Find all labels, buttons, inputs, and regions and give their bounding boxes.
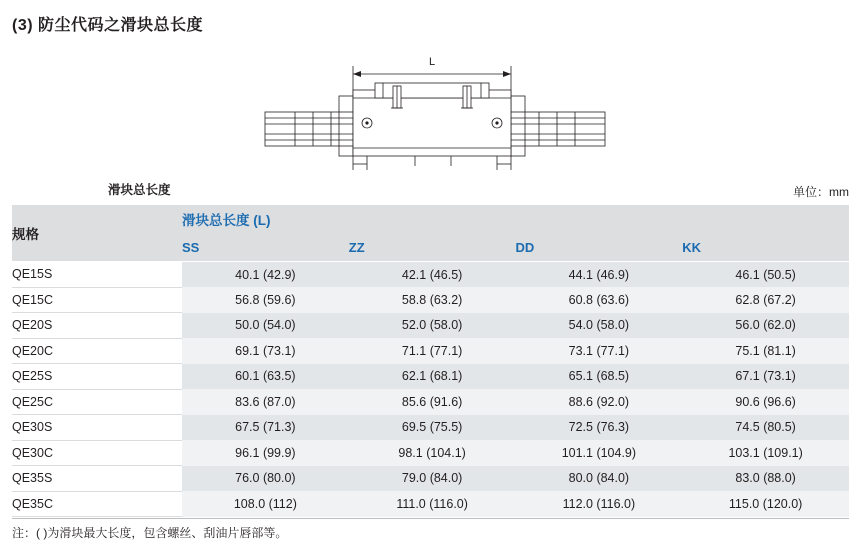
- cell-zz: 111.0 (116.0): [349, 491, 516, 517]
- cell-dd: 60.8 (63.6): [516, 287, 683, 313]
- cell-dd: 73.1 (77.1): [516, 338, 683, 364]
- figure-caption: 滑块总长度: [108, 183, 171, 197]
- cell-kk: 115.0 (120.0): [682, 491, 849, 517]
- block-length-table: [12, 205, 849, 517]
- cell-zz: 98.1 (104.1): [349, 440, 516, 466]
- cell-dd: 65.1 (68.5): [516, 364, 683, 390]
- cell-ss: 40.1 (42.9): [182, 262, 349, 288]
- block-diagram-svg: [255, 38, 615, 178]
- cell-spec: QE35S: [12, 466, 182, 492]
- cell-dd: 88.6 (92.0): [516, 389, 683, 415]
- cell-spec: QE30C: [12, 440, 182, 466]
- table-body: [12, 262, 849, 517]
- cell-spec: QE15S: [12, 262, 182, 288]
- page-title: (3) 防尘代码之滑块总长度: [12, 17, 204, 34]
- cell-ss: 50.0 (54.0): [182, 313, 349, 339]
- cell-kk: 83.0 (88.0): [682, 466, 849, 492]
- table-head: [12, 205, 849, 262]
- technical-drawing: [255, 38, 615, 178]
- header-spec: 规格: [12, 205, 182, 262]
- cell-ss: 69.1 (73.1): [182, 338, 349, 364]
- cell-spec: QE25C: [12, 389, 182, 415]
- footnote-divider: [12, 518, 849, 519]
- cell-spec: QE20S: [12, 313, 182, 339]
- table-row: [12, 338, 849, 364]
- cell-kk: 67.1 (73.1): [682, 364, 849, 390]
- table-row: [12, 262, 849, 288]
- cell-dd: 54.0 (58.0): [516, 313, 683, 339]
- cell-kk: 90.6 (96.6): [682, 389, 849, 415]
- header-dd: DD: [516, 233, 683, 262]
- table-row: [12, 364, 849, 390]
- table-row: [12, 313, 849, 339]
- footnote: 注：( )为滑块最大长度，包含螺丝、刮油片唇部等。: [12, 526, 288, 540]
- header-zz: ZZ: [349, 233, 516, 262]
- cell-zz: 85.6 (91.6): [349, 389, 516, 415]
- cell-kk: 46.1 (50.5): [682, 262, 849, 288]
- cell-ss: 83.6 (87.0): [182, 389, 349, 415]
- cell-ss: 56.8 (59.6): [182, 287, 349, 313]
- cell-kk: 56.0 (62.0): [682, 313, 849, 339]
- cell-zz: 58.8 (63.2): [349, 287, 516, 313]
- cell-dd: 101.1 (104.9): [516, 440, 683, 466]
- header-kk: KK: [682, 233, 849, 262]
- cell-spec: QE30S: [12, 415, 182, 441]
- cell-zz: 71.1 (77.1): [349, 338, 516, 364]
- header-ss: SS: [182, 233, 349, 262]
- cell-spec: QE20C: [12, 338, 182, 364]
- cell-spec: QE15C: [12, 287, 182, 313]
- unit-note: 单位：mm: [793, 185, 849, 199]
- table-row: [12, 389, 849, 415]
- cell-zz: 62.1 (68.1): [349, 364, 516, 390]
- spec-table-container: [12, 205, 849, 517]
- cell-spec: QE35C: [12, 491, 182, 517]
- cell-ss: 67.5 (71.3): [182, 415, 349, 441]
- cell-kk: 103.1 (109.1): [682, 440, 849, 466]
- cell-ss: 60.1 (63.5): [182, 364, 349, 390]
- cell-dd: 112.0 (116.0): [516, 491, 683, 517]
- cell-ss: 108.0 (112): [182, 491, 349, 517]
- table-row: [12, 415, 849, 441]
- table-row: [12, 440, 849, 466]
- dimension-label-L: L: [428, 56, 436, 68]
- cell-zz: 52.0 (58.0): [349, 313, 516, 339]
- cell-zz: 69.5 (75.5): [349, 415, 516, 441]
- cell-dd: 44.1 (46.9): [516, 262, 683, 288]
- cell-zz: 79.0 (84.0): [349, 466, 516, 492]
- table-row: [12, 287, 849, 313]
- cell-dd: 72.5 (76.3): [516, 415, 683, 441]
- cell-kk: 74.5 (80.5): [682, 415, 849, 441]
- cell-spec: QE25S: [12, 364, 182, 390]
- cell-kk: 75.1 (81.1): [682, 338, 849, 364]
- table-row: [12, 491, 849, 517]
- table-header-group-row: [12, 205, 849, 233]
- cell-zz: 42.1 (46.5): [349, 262, 516, 288]
- cell-dd: 80.0 (84.0): [516, 466, 683, 492]
- header-group-total-length: 滑块总长度 (L): [182, 205, 849, 233]
- cell-kk: 62.8 (67.2): [682, 287, 849, 313]
- cell-ss: 76.0 (80.0): [182, 466, 349, 492]
- cell-ss: 96.1 (99.9): [182, 440, 349, 466]
- table-row: [12, 466, 849, 492]
